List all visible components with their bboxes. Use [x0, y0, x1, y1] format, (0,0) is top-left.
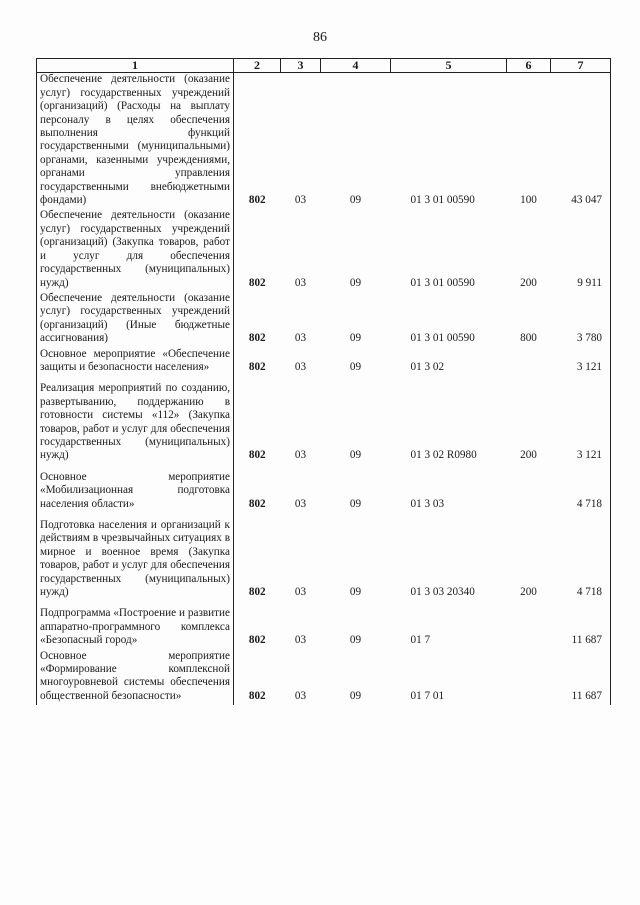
- row-amount: 3 121: [551, 376, 611, 464]
- row-ministry-code: 802: [248, 689, 266, 702]
- row-target-article: 01 3 01 00590: [410, 332, 475, 345]
- row-description: Обеспечение деятельности (оказание услуг) государственных учреждений (организаций) (Закупка товаров, работ и услуг для обеспечения государственных (муниципальных) нужд): [37, 209, 234, 291]
- row-subsection-code: 09: [349, 689, 362, 702]
- row-expense-type: 100: [520, 194, 537, 207]
- row-section-code: 03: [294, 689, 307, 702]
- row-subsection-code: 09: [349, 586, 362, 599]
- row-subsection-code: 09: [349, 360, 362, 373]
- row-description: Основное мероприятие «Мобилизационная подготовка населения области»: [37, 465, 234, 513]
- row-amount: 43 047: [551, 73, 611, 210]
- header-col-3: 3: [281, 59, 321, 73]
- row-expense-type: 800: [520, 332, 537, 345]
- row-amount: 3 121: [551, 348, 611, 377]
- header-row: [37, 59, 611, 73]
- header-col-7: 7: [551, 59, 611, 73]
- row-subsection-code: 09: [349, 634, 362, 647]
- row-expense-type: [507, 650, 551, 706]
- row-subsection-code: 09: [349, 194, 362, 207]
- table-row: [37, 209, 611, 291]
- row-amount: 9 911: [551, 209, 611, 291]
- row-subsection-code: 09: [349, 332, 362, 345]
- row-target-article: 01 7: [410, 634, 431, 647]
- row-expense-type: 200: [520, 449, 537, 462]
- budget-table: [36, 58, 611, 705]
- row-ministry-code: 802: [248, 497, 266, 510]
- row-expense-type: 200: [520, 586, 537, 599]
- header-col-5: 5: [391, 59, 507, 73]
- header-col-6: 6: [507, 59, 551, 73]
- row-target-article: 01 3 01 00590: [410, 194, 475, 207]
- row-section-code: 03: [294, 194, 307, 207]
- table-row: [37, 292, 611, 348]
- page-number: 86: [313, 30, 327, 45]
- row-description: Основное мероприятие «Обеспечение защиты и безопасности населения»: [37, 348, 234, 377]
- row-description: Реализация мероприятий по созданию, развертыванию, поддержанию в готовности системы «112» (Закупка товаров, работ и услуг для обеспечения государственных (муниципальных) нужд): [37, 376, 234, 464]
- table-row: [37, 650, 611, 706]
- row-ministry-code: 802: [248, 194, 266, 207]
- table-row: [37, 601, 611, 649]
- row-ministry-code: 802: [248, 360, 266, 373]
- row-target-article: 01 3 01 00590: [410, 276, 475, 289]
- row-ministry-code: 802: [248, 332, 266, 345]
- row-amount: 11 687: [551, 601, 611, 649]
- row-description: Основное мероприятие «Формирование комплексной многоуровневой системы обеспечения общественной безопасности»: [37, 650, 234, 706]
- header-col-2: 2: [234, 59, 281, 73]
- row-subsection-code: 09: [349, 497, 362, 510]
- row-expense-type: [507, 601, 551, 649]
- row-target-article: 01 3 02: [410, 360, 445, 373]
- row-ministry-code: 802: [248, 634, 266, 647]
- row-description: Обеспечение деятельности (оказание услуг) государственных учреждений (организаций) (Иные бюджетные ассигнования): [37, 292, 234, 348]
- row-expense-type: 200: [520, 276, 537, 289]
- row-target-article: 01 3 02 R0980: [410, 449, 477, 462]
- row-section-code: 03: [294, 634, 307, 647]
- row-expense-type: [507, 348, 551, 377]
- row-target-article: 01 3 03 20340: [410, 586, 475, 599]
- row-section-code: 03: [294, 360, 307, 373]
- row-section-code: 03: [294, 276, 307, 289]
- row-expense-type: [507, 465, 551, 513]
- row-amount: 4 718: [551, 465, 611, 513]
- table-row: [37, 376, 611, 464]
- row-section-code: 03: [294, 332, 307, 345]
- row-amount: 3 780: [551, 292, 611, 348]
- header-col-1: 1: [37, 59, 234, 73]
- table-row: [37, 348, 611, 377]
- row-amount: 4 718: [551, 513, 611, 601]
- row-ministry-code: 802: [248, 586, 266, 599]
- row-description: Подпрограмма «Построение и развитие аппаратно-программного комплекса «Безопасный город»: [37, 601, 234, 649]
- table-row: [37, 73, 611, 210]
- row-description: Подготовка населения и организаций к действиям в чрезвычайных ситуациях в мирное и военное время (Закупка товаров, работ и услуг для обеспечения государственных (муниципальных) нужд): [37, 513, 234, 601]
- row-ministry-code: 802: [248, 449, 266, 462]
- row-description: Обеспечение деятельности (оказание услуг) государственных учреждений (организаций) (Расходы на выплату персоналу в целях обеспечения выполнения функций государственными (муниципальными) органами, казенными учреждениями, органами управления государственными внебюджетными фондами): [37, 73, 234, 210]
- header-col-4: 4: [321, 59, 391, 73]
- row-subsection-code: 09: [349, 449, 362, 462]
- row-amount: 11 687: [551, 650, 611, 706]
- row-subsection-code: 09: [349, 276, 362, 289]
- row-section-code: 03: [294, 586, 307, 599]
- row-target-article: 01 3 03: [410, 497, 445, 510]
- row-section-code: 03: [294, 449, 307, 462]
- table-row: [37, 465, 611, 513]
- table-row: [37, 513, 611, 601]
- row-target-article: 01 7 01: [410, 689, 445, 702]
- row-ministry-code: 802: [248, 276, 266, 289]
- row-section-code: 03: [294, 497, 307, 510]
